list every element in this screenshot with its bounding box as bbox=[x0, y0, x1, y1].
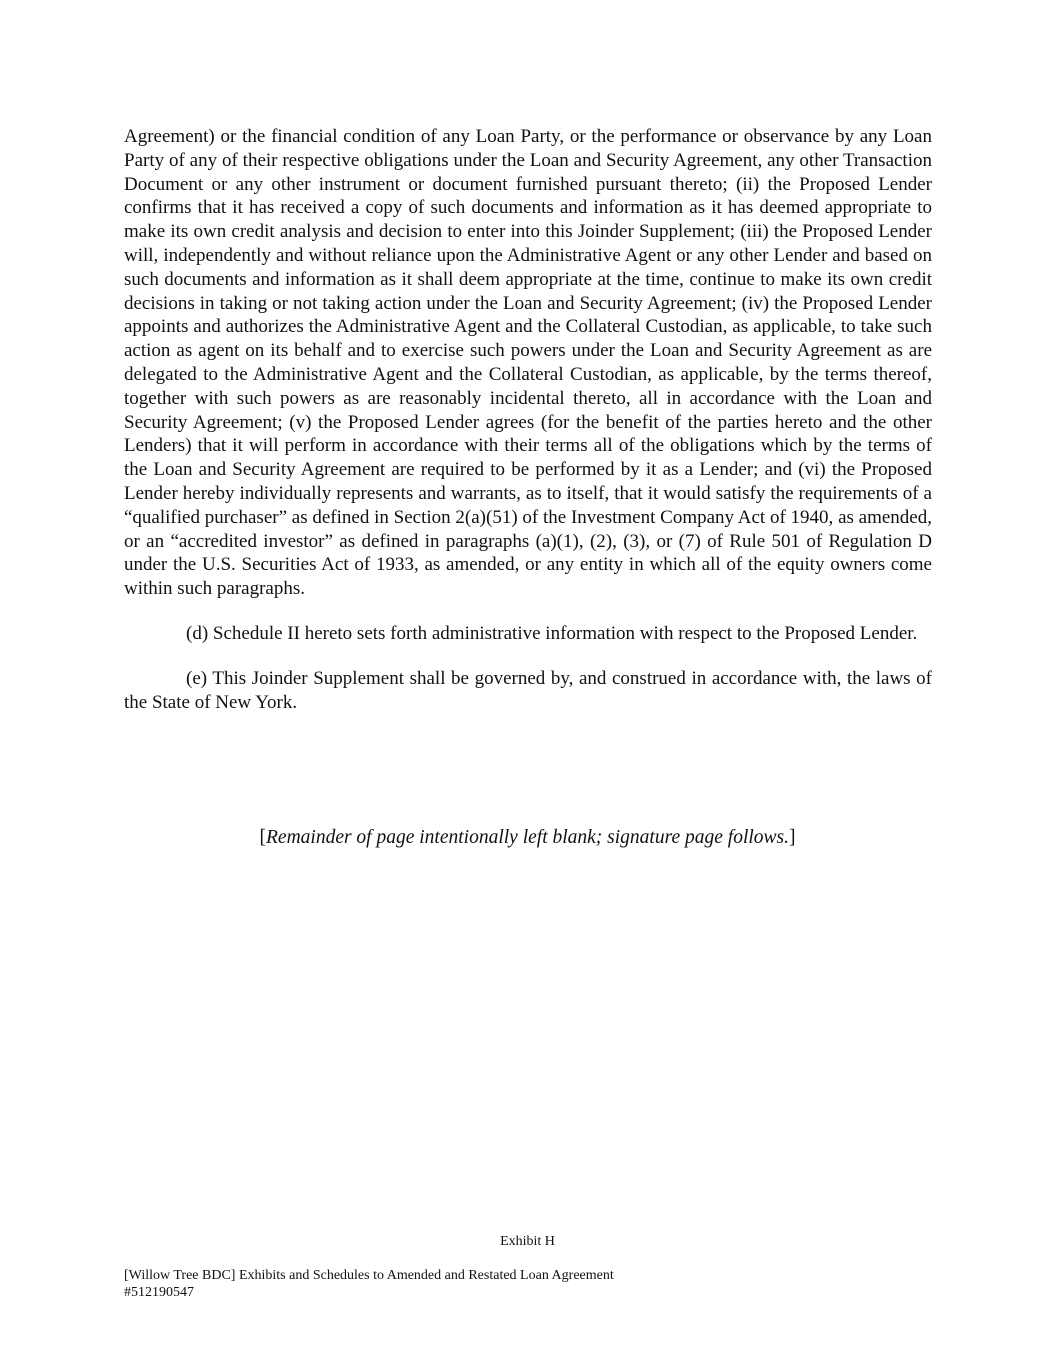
note-close-bracket: ] bbox=[789, 827, 796, 848]
note-open-bracket: [ bbox=[259, 827, 266, 848]
paragraph-e: (e) This Joinder Supplement shall be governed by, and construed in accordance with, the laws of the State of New York. bbox=[124, 667, 932, 713]
footer-document-number: #512190547 bbox=[124, 1284, 194, 1300]
exhibit-label: Exhibit H bbox=[500, 1234, 555, 1249]
footer-document-title: [Willow Tree BDC] Exhibits and Schedules to Amended and Restated Loan Agreement bbox=[124, 1268, 614, 1283]
blank-page-note bbox=[0, 826, 1055, 850]
note-text: Remainder of page intentionally left blank; signature page follows. bbox=[266, 827, 789, 848]
document-body bbox=[124, 125, 932, 714]
paragraph-continued: Agreement) or the financial condition of any Loan Party, or the performance or observance by any Loan Party of any of their respective obligations under the Loan and Security Agreement, any other Transaction Document or any other instrument or document furnished pursuant thereto; (ii) the Proposed Lender confirms that it has received a copy of such documents and information as it has deemed appropriate to make its own credit analysis and decision to enter into this Joinder Supplement; (iii) the Proposed Lender will, independently and without reliance upon the Administrative Agent or any other Lender and based on such documents and information as it shall deem appropriate at the time, continue to make its own credit decisions in taking or not taking action under the Loan and Security Agreement; (iv) the Proposed Lender appoints and authorizes the Administrative Agent and the Collateral Custodian, as applicable, to take such action as agent on its behalf and to exercise such powers under the Loan and Security Agreement as are delegated to the Administrative Agent and the Collateral Custodian, as applicable, by the terms thereof, together with such powers as are reasonably incidental thereto, all in accordance with the Loan and Security Agreement; (v) the Proposed Lender agrees (for the benefit of the parties hereto and the other Lenders) that it will perform in accordance with their terms all of the obligations which by the terms of the Loan and Security Agreement are required to be performed by it as a Lender; and (vi) the Proposed Lender hereby individually represents and warrants, as to itself, that it would satisfy the requirements of a “qualified purchaser” as defined in Section 2(a)(51) of the Investment Company Act of 1940, as amended, or an “accredited investor” as defined in paragraphs (a)(1), (2), (3), or (7) of Rule 501 of Regulation D under the U.S. Securities Act of 1933, as amended, or any entity in which all of the equity owners come within such paragraphs. bbox=[124, 126, 932, 600]
page-footer bbox=[124, 1268, 614, 1301]
paragraph-d: (d) Schedule II hereto sets forth administrative information with respect to the Proposed Lender. bbox=[186, 622, 918, 644]
